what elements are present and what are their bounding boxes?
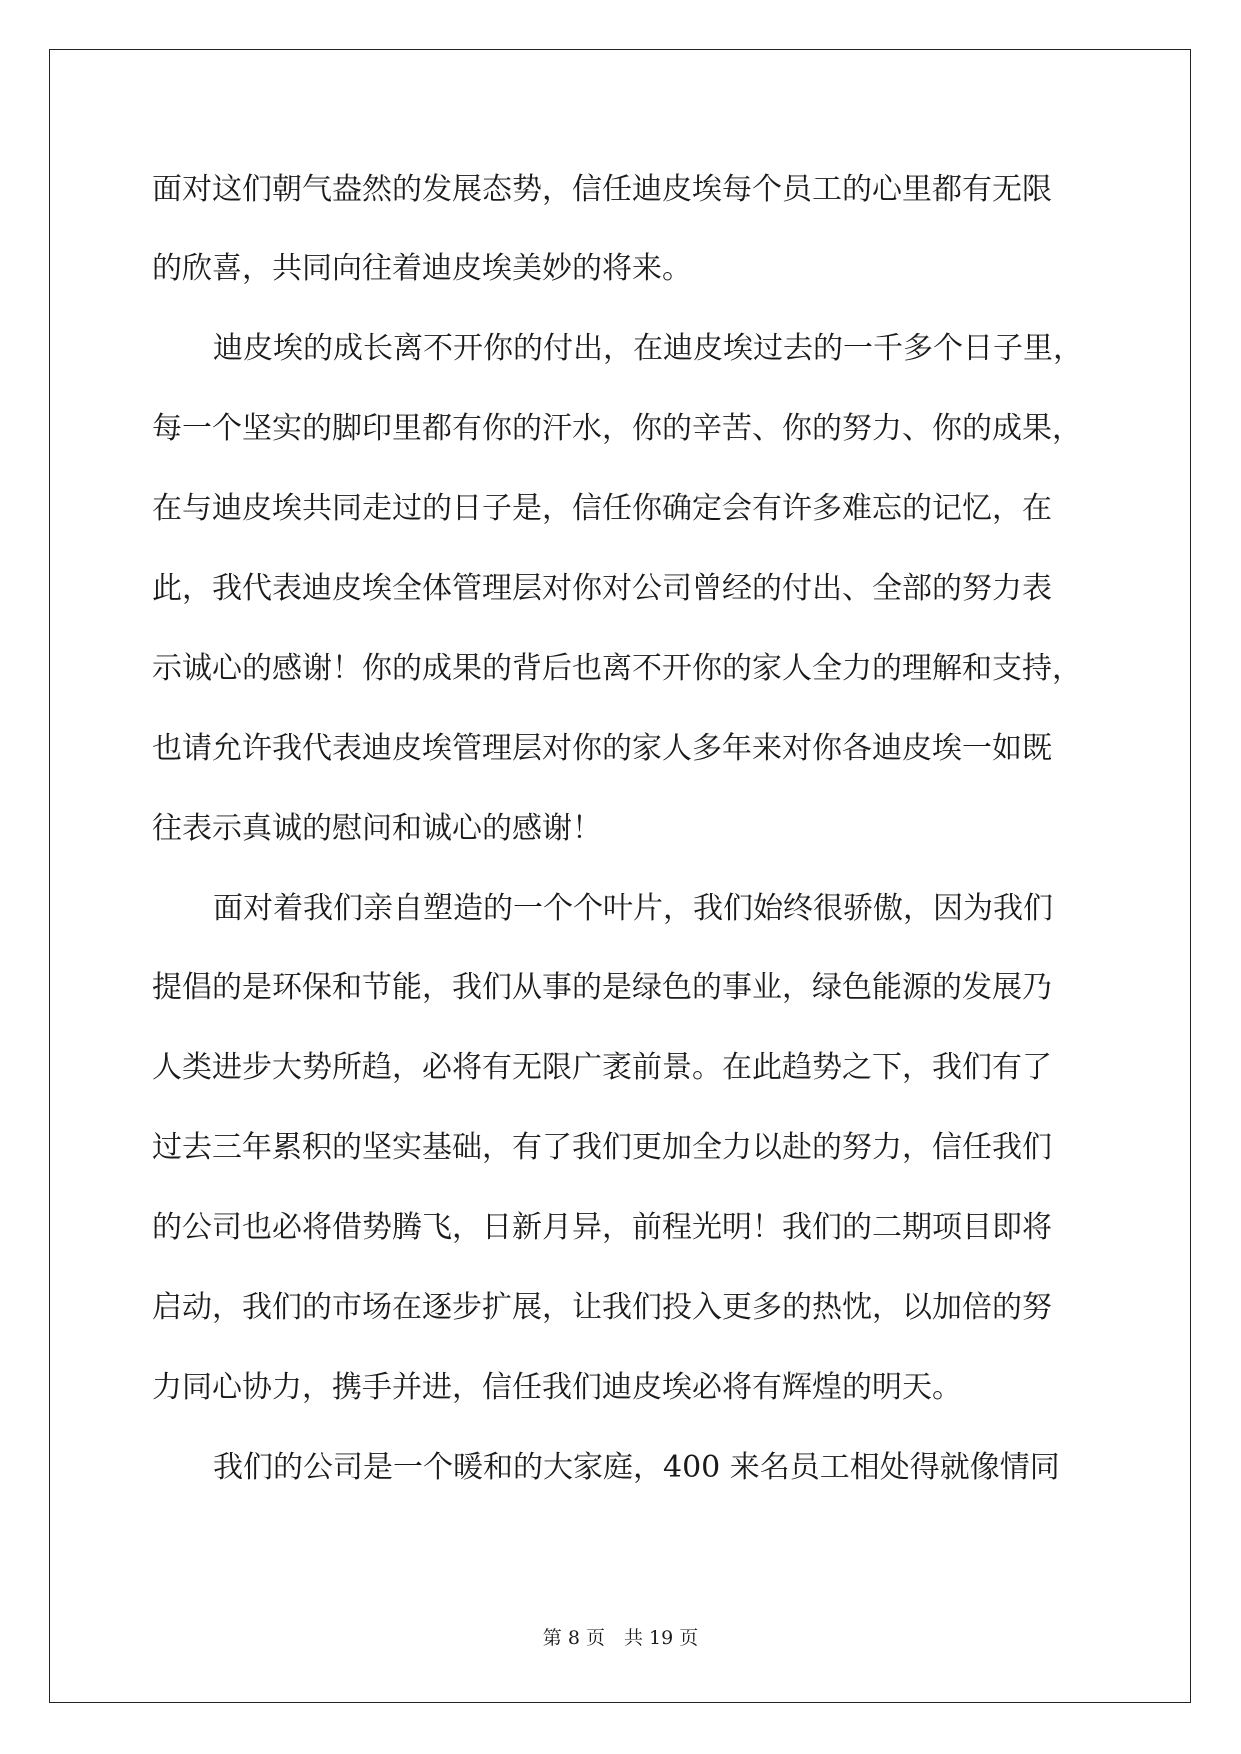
text-line: 此，我代表迪皮埃全体管理层对你对公司曾经的付出、全部的努力表 (152, 571, 1052, 606)
text-line: 每一个坚实的脚印里都有你的汗水，你的辛苦、你的努力、你的成果， (152, 411, 1082, 446)
text-line: 面对着我们亲自塑造的一个个叶片，我们始终很骄傲，因为我们 (213, 891, 1053, 926)
text-line: 力同心协力，携手并进，信任我们迪皮埃必将有辉煌的明天。 (152, 1370, 962, 1405)
page-number: 第 8 页 共 19 页 (542, 1627, 699, 1649)
text-line: 我们的公司是一个暖和的大家庭，400 来名员工相处得就像情同 (213, 1450, 1060, 1485)
text-line: 迪皮埃的成长离不开你的付出，在迪皮埃过去的一千多个日子里， (213, 331, 1083, 366)
text-line: 提倡的是环保和节能，我们从事的是绿色的事业，绿色能源的发展乃 (152, 970, 1052, 1005)
text-line: 的公司也必将借势腾飞，日新月异，前程光明！我们的二期项目即将 (152, 1210, 1052, 1245)
text-line: 示诚心的感谢！你的成果的背后也离不开你的家人全力的理解和支持， (152, 651, 1082, 686)
text-line: 过去三年累积的坚实基础，有了我们更加全力以赴的努力，信任我们 (152, 1130, 1052, 1165)
text-line: 的欣喜，共同向往着迪皮埃美妙的将来。 (152, 251, 692, 286)
text-line: 往表示真诚的慰问和诚心的感谢！ (152, 811, 602, 846)
text-line: 也请允许我代表迪皮埃管理层对你的家人多年来对你各迪皮埃一如既 (152, 731, 1052, 766)
text-line: 启动，我们的市场在逐步扩展，让我们投入更多的热忱，以加倍的努 (152, 1290, 1052, 1325)
text-line: 面对这们朝气盎然的发展态势，信任迪皮埃每个员工的心里都有无限 (152, 172, 1052, 207)
text-line: 在与迪皮埃共同走过的日子是，信任你确定会有许多难忘的记忆，在 (152, 491, 1052, 526)
text-line: 人类进步大势所趋，必将有无限广袤前景。在此趋势之下，我们有了 (152, 1050, 1052, 1085)
